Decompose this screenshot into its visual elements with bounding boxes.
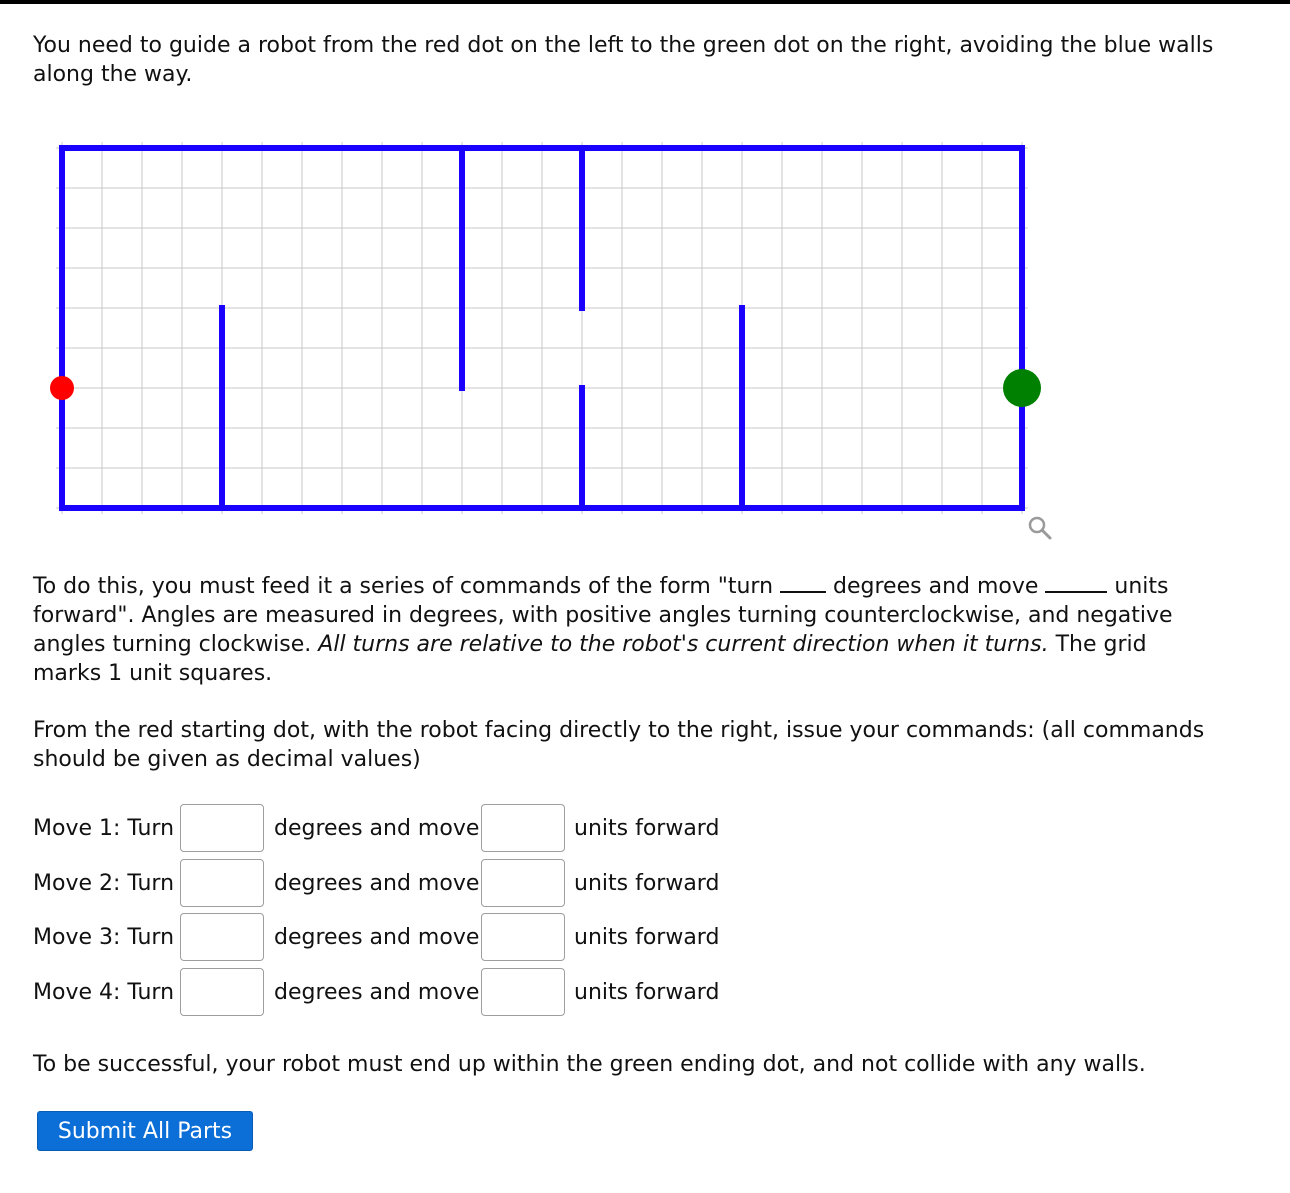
move-1-middle-label: degrees and move (274, 816, 480, 841)
move-4-middle-label: degrees and move (274, 980, 480, 1005)
move-2-end-label: units forward (574, 871, 720, 896)
grid-lines (56, 142, 1028, 514)
move-4-end-label: units forward (574, 980, 720, 1005)
move-1-turn-input[interactable] (180, 804, 264, 852)
move-4-label: Move 4: Turn (33, 980, 175, 1005)
instructions-italic: All turns are relative to the robot's current direction when it turns. (318, 632, 1049, 657)
move-2-distance-input[interactable] (481, 859, 565, 907)
instructions-part1: To do this, you must feed it a series of commands of the form "turn (33, 574, 774, 599)
turn-blank (780, 575, 826, 593)
start-instructions: From the red starting dot, with the robot facing directly to the right, issue your commands: (all commands should be given as decimal values) (33, 718, 1205, 772)
move-blank (1045, 575, 1107, 593)
start-dot-red (50, 376, 74, 400)
maze-grid (0, 0, 1290, 560)
instructions-part2: degrees and move (833, 574, 1039, 599)
move-2-middle-label: degrees and move (274, 871, 480, 896)
move-4-distance-input[interactable] (481, 968, 565, 1016)
move-3-middle-label: degrees and move (274, 925, 480, 950)
end-dot-green (1003, 369, 1041, 407)
move-1-label: Move 1: Turn (33, 816, 175, 841)
move-1-end-label: units forward (574, 816, 720, 841)
move-3-distance-input[interactable] (481, 913, 565, 961)
move-3-end-label: units forward (574, 925, 720, 950)
move-3-label: Move 3: Turn (33, 925, 175, 950)
move-4-turn-input[interactable] (180, 968, 264, 1016)
move-2-turn-input[interactable] (180, 859, 264, 907)
instructions-part4: The grid marks 1 unit squares. (33, 632, 1147, 686)
submit-all-parts-button[interactable]: Submit All Parts (37, 1111, 253, 1151)
command-instructions (33, 572, 1183, 688)
move-3-turn-input[interactable] (180, 913, 264, 961)
move-1-distance-input[interactable] (481, 804, 565, 852)
zoom-magnifier-icon[interactable] (1030, 518, 1050, 538)
intro-text: You need to guide a robot from the red dot on the left to the green dot on the right, avoiding the blue walls along the way. (33, 33, 1214, 87)
success-text: To be successful, your robot must end up within the green ending dot, and not collide with any walls. (33, 1052, 1146, 1077)
move-2-label: Move 2: Turn (33, 871, 175, 896)
instructions-part3: units forward". Angles are measured in degrees, with positive angles turning counterclockwise, and negative angles turning clockwise. (33, 574, 1173, 657)
